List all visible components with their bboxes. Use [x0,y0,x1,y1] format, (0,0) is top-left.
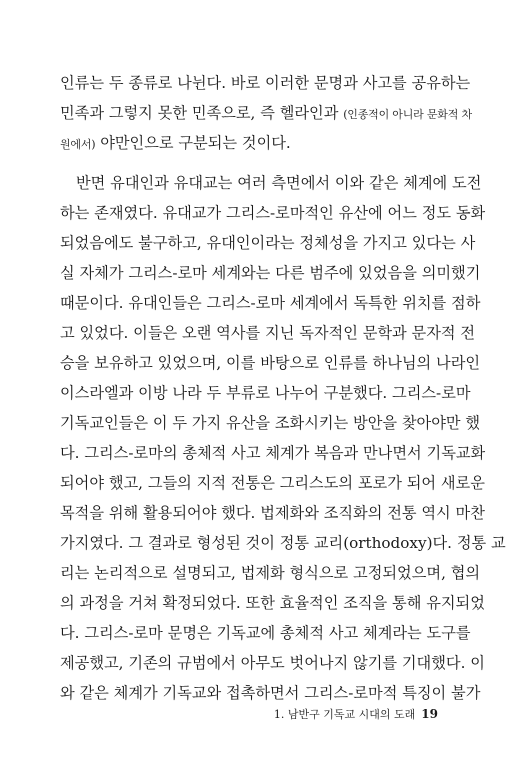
text-line: 이스라엘과 이방 나라 두 부류로 나누어 구분했다. 그리스-로마 [60,384,471,402]
text-line: 되어야 했고, 그들의 지적 전통은 그리스도의 포로가 되어 새로운 [60,474,485,492]
text-line: 되었음에도 불구하고, 유대인이라는 정체성을 가지고 있다는 사 [60,234,476,252]
text-line: 반면 유대인과 유대교는 여러 측면에서 이와 같은 체계에 도전 [76,174,482,192]
text-line: 목적을 위해 활용되어야 했다. 법제화와 조직화의 전통 역시 마찬 [60,504,485,522]
text-line [60,128,444,158]
text-line: 가지였다. 그 결과로 형성된 것이 정통 교리(orthodoxy)다. 정통 교 [60,534,506,552]
parenthetical-note: 원에서) [60,138,96,151]
text-line: 리는 논리적으로 설명되고, 법제화 형식으로 고정되었으며, 협의 [60,564,481,582]
page-number: 19 [421,707,438,721]
text-line: 실 자체가 그리스-로마 세계와는 다른 범주에 있었음을 의미했기 [60,264,481,282]
text-span: 민족과 그렇지 못한 민족으로, 즉 헬라인과 [60,104,344,122]
text-line: 다. 그리스-로마 문명은 기독교에 총체적 사고 체계라는 도구를 [60,624,471,642]
text-line: 제공했고, 기존의 규범에서 아무도 벗어나지 않기를 기대했다. 이 [60,654,485,672]
text-line: 고 있었다. 이들은 오랜 역사를 지닌 독자적인 문학과 문자적 전 [60,324,476,342]
chapter-title: 1. 남반구 기독교 시대의 도래 [273,708,416,721]
text-line [60,98,472,128]
page-footer [274,706,438,722]
body-text [60,68,506,708]
text-line: 다. 그리스-로마의 총체적 사고 체계가 복음과 만나면서 기독교화 [60,444,486,462]
text-line: 하는 존재였다. 유대교가 그리스-로마적인 유산에 어느 정도 동화 [60,204,486,222]
text-span: 야만인으로 구분되는 것이다. [95,134,291,152]
text-line: 의 과정을 거쳐 확정되었다. 또한 효율적인 조직을 통해 유지되었 [60,594,485,612]
text-line: 승을 보유하고 있었으며, 이를 바탕으로 인류를 하나님의 나라인 [60,354,481,372]
text-line: 기독교인들은 이 두 가지 유산을 조화시키는 방안을 찾아야만 했 [60,414,481,432]
text-line: 와 같은 체계가 기독교와 접촉하면서 그리스-로마적 특징이 불가 [60,684,481,702]
parenthetical-note: (인종적이 아니라 문화적 차 [343,108,472,121]
text-line: 때문이다. 유대인들은 그리스-로마 세계에서 독특한 위치를 점하 [60,294,481,312]
text-line: 인류는 두 종류로 나뉜다. 바로 이러한 문명과 사고를 공유하는 [60,74,471,92]
